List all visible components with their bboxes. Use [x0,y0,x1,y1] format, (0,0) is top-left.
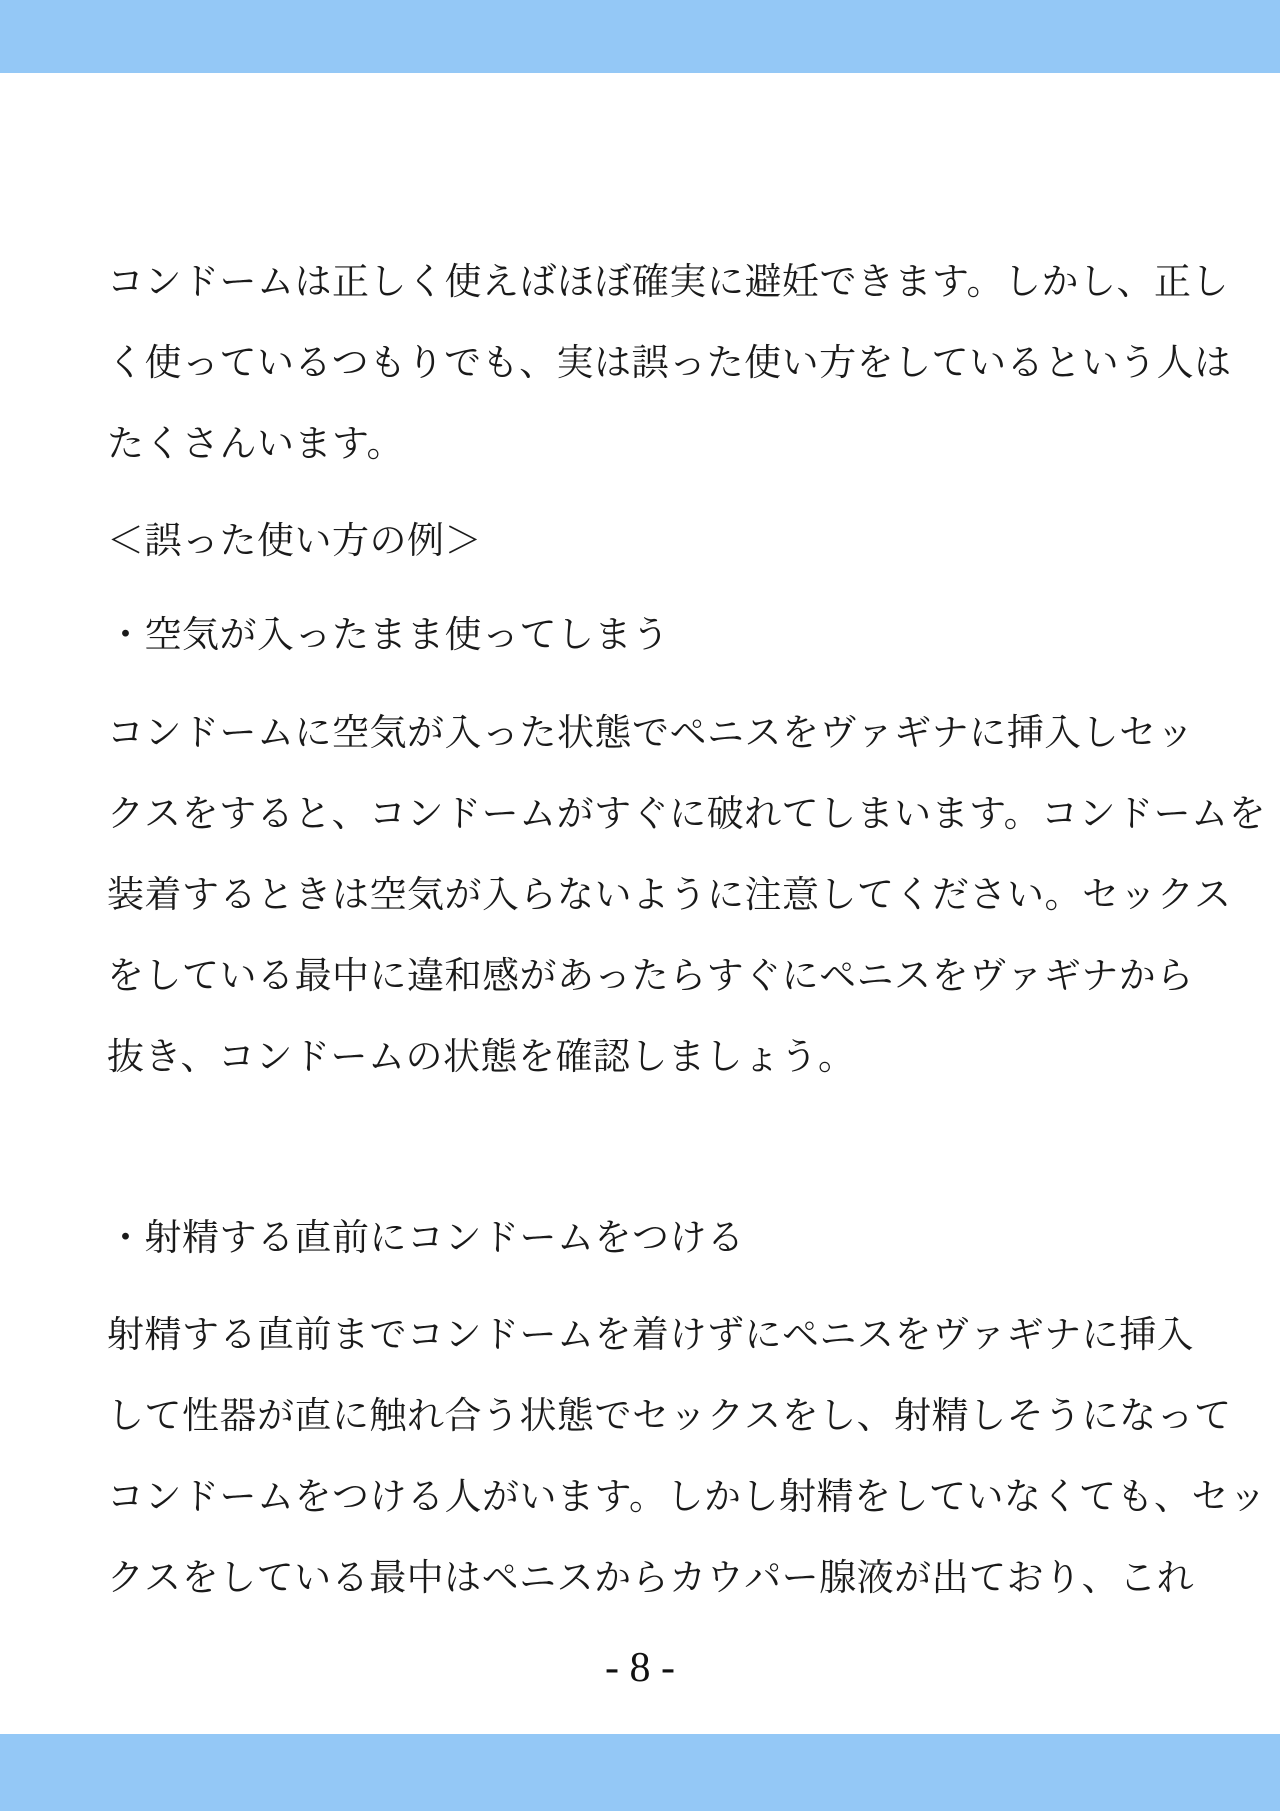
text-line: く使っているつもりでも、実は誤った使い方をしているという人は [107,342,1232,383]
intro-paragraph [107,241,1232,484]
text-line: 射精する直前までコンドームを着けずにペニスをヴァギナに挿入 [107,1314,1195,1355]
text-line: コンドームは正しく使えばほぼ確実に避妊できます。しかし、正し [107,261,1230,302]
example-paragraph-air [107,692,1267,1097]
examples-heading [107,500,1182,581]
example-bullet-timing [107,1197,1182,1278]
text-line: 装着するときは空気が入らないように注意してください。セックス [107,874,1232,915]
text-line: クスをしている最中はペニスからカウパー腺液が出ており、これ [107,1557,1195,1598]
text-line: コンドームに空気が入った状態でペニスをヴァギナに挿入しセッ [107,712,1195,753]
examples-heading-label: ＜誤った使い方の例＞ [107,520,482,561]
example-bullet-timing-label: ・射精する直前にコンドームをつける [107,1217,745,1258]
page-footer-band [0,1734,1280,1811]
example-bullet-air [107,594,1182,675]
example-bullet-air-label: ・空気が入ったまま使ってしまう [107,614,670,655]
text-line: コンドームをつける人がいます。しかし射精をしていなくても、セッ [107,1476,1267,1517]
text-line: をしている最中に違和感があったらすぐにペニスをヴァギナから [107,955,1194,996]
page-header-band [0,0,1280,73]
document-body [107,73,1267,1618]
page-number: - 8 - [605,1645,675,1691]
text-line: クスをすると、コンドームがすぐに破れてしまいます。コンドームを [107,793,1267,834]
text-line: 抜き、コンドームの状態を確認しましょう。 [107,1036,856,1077]
example-paragraph-timing [107,1294,1267,1618]
text-line: して性器が直に触れ合う状態でセックスをし、射精しそうになって [107,1395,1232,1436]
text-line: たくさんいます。 [107,423,405,464]
